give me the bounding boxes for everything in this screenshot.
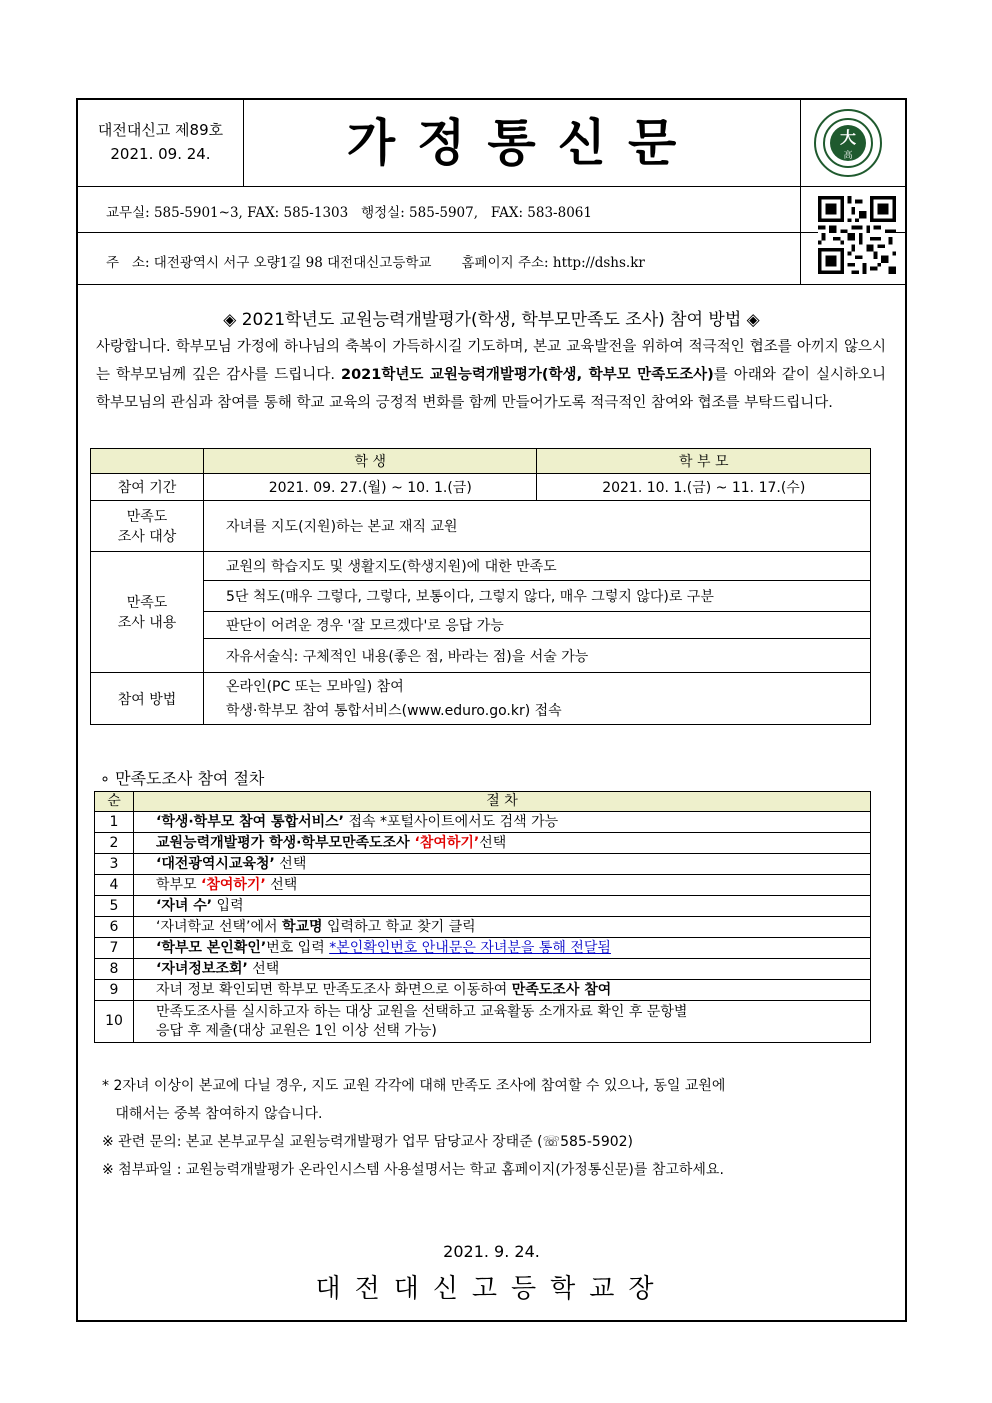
col-step: 절 차	[134, 792, 871, 812]
page-title: 가정통신문	[245, 100, 801, 186]
step-plain: 선택	[265, 876, 298, 893]
step-highlight: ‘참여하기’	[201, 876, 266, 893]
target-label-line2: 조사 대상	[117, 529, 177, 545]
step-emphasis: 교원능력개발평가 학생·학부모만족도조사	[156, 834, 415, 851]
notice-heading: ◈ 2021학년도 교원능력개발평가(학생, 학부모만족도 조사) 참여 방법 ◈	[223, 310, 760, 330]
step-text	[134, 875, 871, 896]
issue-box	[78, 100, 244, 186]
step-text	[134, 854, 871, 875]
target-label	[91, 501, 204, 552]
issue-footer-date: 2021. 9. 24.	[443, 1242, 540, 1261]
note-line: ※ 관련 문의: 본교 본부교무실 교원능력개발평가 업무 담당교사 장태준 (☏585-5902)	[102, 1134, 634, 1150]
intro-text-bold: 2021학년도 교원능력개발평가(학생, 학부모 만족도조사)	[341, 367, 714, 383]
step-emphasis: 학교명	[282, 918, 323, 935]
period-student: 2021. 09. 27.(월) ~ 10. 1.(금)	[204, 474, 537, 501]
step-plain: 접속 *포털사이트에서도 검색 가능	[344, 813, 559, 830]
step-number: 8	[95, 959, 134, 980]
note-line: * 2자녀 이상이 본교에 다닐 경우, 지도 교원 각각에 대해 만족도 조사에 참여할 수 있으나, 동일 교원에	[102, 1078, 726, 1094]
table-row	[95, 1001, 871, 1043]
table-row	[95, 959, 871, 980]
step-emphasis: ‘학부모 본인확인’	[156, 939, 267, 956]
period-label: 참여 기간	[91, 474, 204, 501]
content-item: 판단이 어려운 경우 '잘 모르겠다'로 응답 가능	[204, 612, 871, 639]
col-student: 학 생	[204, 449, 537, 474]
content-label-line2: 조사 내용	[117, 615, 177, 631]
step-number: 7	[95, 938, 134, 959]
letter-header	[78, 100, 905, 187]
address-homepage-text: 주 소: 대전광역시 서구 오량1길 98 대전대신고등학교 홈페이지 주소: http://dshs.kr	[106, 255, 645, 271]
table-row	[95, 812, 871, 833]
step-number: 6	[95, 917, 134, 938]
step-text	[134, 833, 871, 854]
step-plain: 선택	[247, 960, 280, 977]
step-text	[134, 917, 871, 938]
target-label-line1: 만족도	[126, 509, 168, 525]
intro-text-2: 를 아래와 같이 실시하오니 학부모님의 관심과 참여를 통해 학교 교육의 긍정적 변화를 함께 만들어가도록 적극적인 참여와 협조를 부탁드립니다.	[96, 367, 886, 411]
content-item: 교원의 학습지도 및 생활지도(학생지원)에 대한 만족도	[204, 552, 871, 581]
step-emphasis: 만족도조사 참여	[511, 981, 612, 998]
content-label-line1: 만족도	[126, 595, 168, 611]
content-item: 자유서술식: 구체적인 내용(좋은 점, 바라는 점)을 서술 가능	[204, 639, 871, 673]
step-highlight: ‘참여하기’	[414, 834, 480, 851]
issue-number: 대전대신고 제89호	[97, 121, 224, 139]
step-text	[134, 812, 871, 833]
step-plain: 입력하고 학교 찾기 클릭	[322, 918, 476, 935]
content-label	[91, 552, 204, 673]
step-number: 1	[95, 812, 134, 833]
col-parent: 학 부 모	[537, 449, 871, 474]
table-row	[95, 875, 871, 896]
note-line: 대해서는 중복 참여하지 않습니다.	[102, 1106, 323, 1122]
qr-code-icon	[818, 195, 896, 275]
procedure-title: ∘ 만족도조사 참여 절차	[100, 769, 265, 788]
issue-date: 2021. 09. 24.	[110, 145, 211, 163]
step-text	[134, 896, 871, 917]
table-row	[95, 938, 871, 959]
step-number: 9	[95, 980, 134, 1001]
phone-fax-text: 교무실: 585-5901~3, FAX: 585-1303 행정실: 585-5907, FAX: 583-8061	[106, 205, 592, 221]
step-number: 5	[95, 896, 134, 917]
table-row	[95, 854, 871, 875]
step-plain: 선택	[274, 855, 307, 872]
step-text	[134, 959, 871, 980]
step-plain: 번호 입력	[266, 939, 330, 956]
intro-paragraph	[96, 333, 886, 417]
procedure-table	[94, 791, 871, 1043]
col-no: 순	[95, 792, 134, 812]
step-text	[134, 938, 871, 959]
step-number: 4	[95, 875, 134, 896]
step-plain: 자녀 정보 확인되면 학부모 만족도조사 화면으로 이동하여	[156, 981, 512, 998]
step-note: *본인확인번호 안내문은 자녀분을 통해 전달됨	[329, 939, 611, 956]
table-row	[95, 833, 871, 854]
method-value	[204, 673, 871, 725]
step-plain: 응답 후 제출(대상 교원은 1인 이상 선택 가능)	[156, 1022, 437, 1039]
content-item: 5단 척도(매우 그렇다, 그렇다, 보통이다, 그렇지 않다, 매우 그렇지 않다)로 구분	[204, 581, 871, 612]
step-number: 3	[95, 854, 134, 875]
principal-signature: 대전대신고등학교장	[315, 1274, 668, 1304]
step-plain: 학부모	[156, 876, 202, 893]
document-frame	[76, 98, 907, 1322]
step-emphasis: ‘대전광역시교육청’	[156, 855, 275, 872]
method-line2: 학생·학부모 참여 통합서비스(www.eduro.go.kr) 접속	[226, 702, 562, 719]
target-value: 자녀를 지도(지원)하는 본교 재직 교원	[204, 501, 871, 552]
step-plain: ‘자녀학교 선택’에서	[156, 918, 282, 935]
evaluation-info-table	[90, 448, 871, 725]
notes-section	[102, 1072, 902, 1184]
step-text	[134, 1001, 871, 1043]
period-parent: 2021. 10. 1.(금) ~ 11. 17.(수)	[537, 474, 871, 501]
step-number: 2	[95, 833, 134, 854]
step-emphasis: ‘자녀정보조회’	[156, 960, 248, 977]
note-line: ※ 첨부파일 : 교원능력개발평가 온라인시스템 사용설명서는 학교 홈페이지(가정통신문)를 참고하세요.	[102, 1162, 724, 1178]
table-row	[95, 980, 871, 1001]
svg-text:高: 高	[843, 151, 853, 161]
intro-text-1: 사랑합니다. 학부모님 가정에 하나님의 축복이 가득하시길 기도하며, 본교 교육발전을 위하여 적극적인 협조를 아끼지 않으시는 학부모님께 깊은 감사를 드립니다.	[96, 339, 886, 383]
contact-row-address	[78, 233, 905, 285]
step-number: 10	[95, 1001, 134, 1043]
table-row	[95, 896, 871, 917]
table-corner	[91, 449, 204, 474]
method-line1: 온라인(PC 또는 모바일) 참여	[226, 678, 404, 695]
step-text	[134, 980, 871, 1001]
step-emphasis: ‘학생·학부모 참여 통합서비스’	[156, 813, 344, 830]
svg-text:大: 大	[839, 128, 857, 147]
step-plain: 선택	[479, 834, 507, 851]
qr-cell	[800, 187, 906, 284]
step-emphasis: ‘자녀 수’	[156, 897, 213, 914]
school-emblem-icon	[813, 108, 883, 178]
method-label: 참여 방법	[91, 673, 204, 725]
contact-row-phone	[78, 187, 905, 233]
step-plain: 입력	[212, 897, 244, 914]
table-row	[95, 917, 871, 938]
step-plain: 만족도조사를 실시하고자 하는 대상 교원을 선택하고 교육활동 소개자료 확인 후 문항별	[156, 1003, 688, 1020]
